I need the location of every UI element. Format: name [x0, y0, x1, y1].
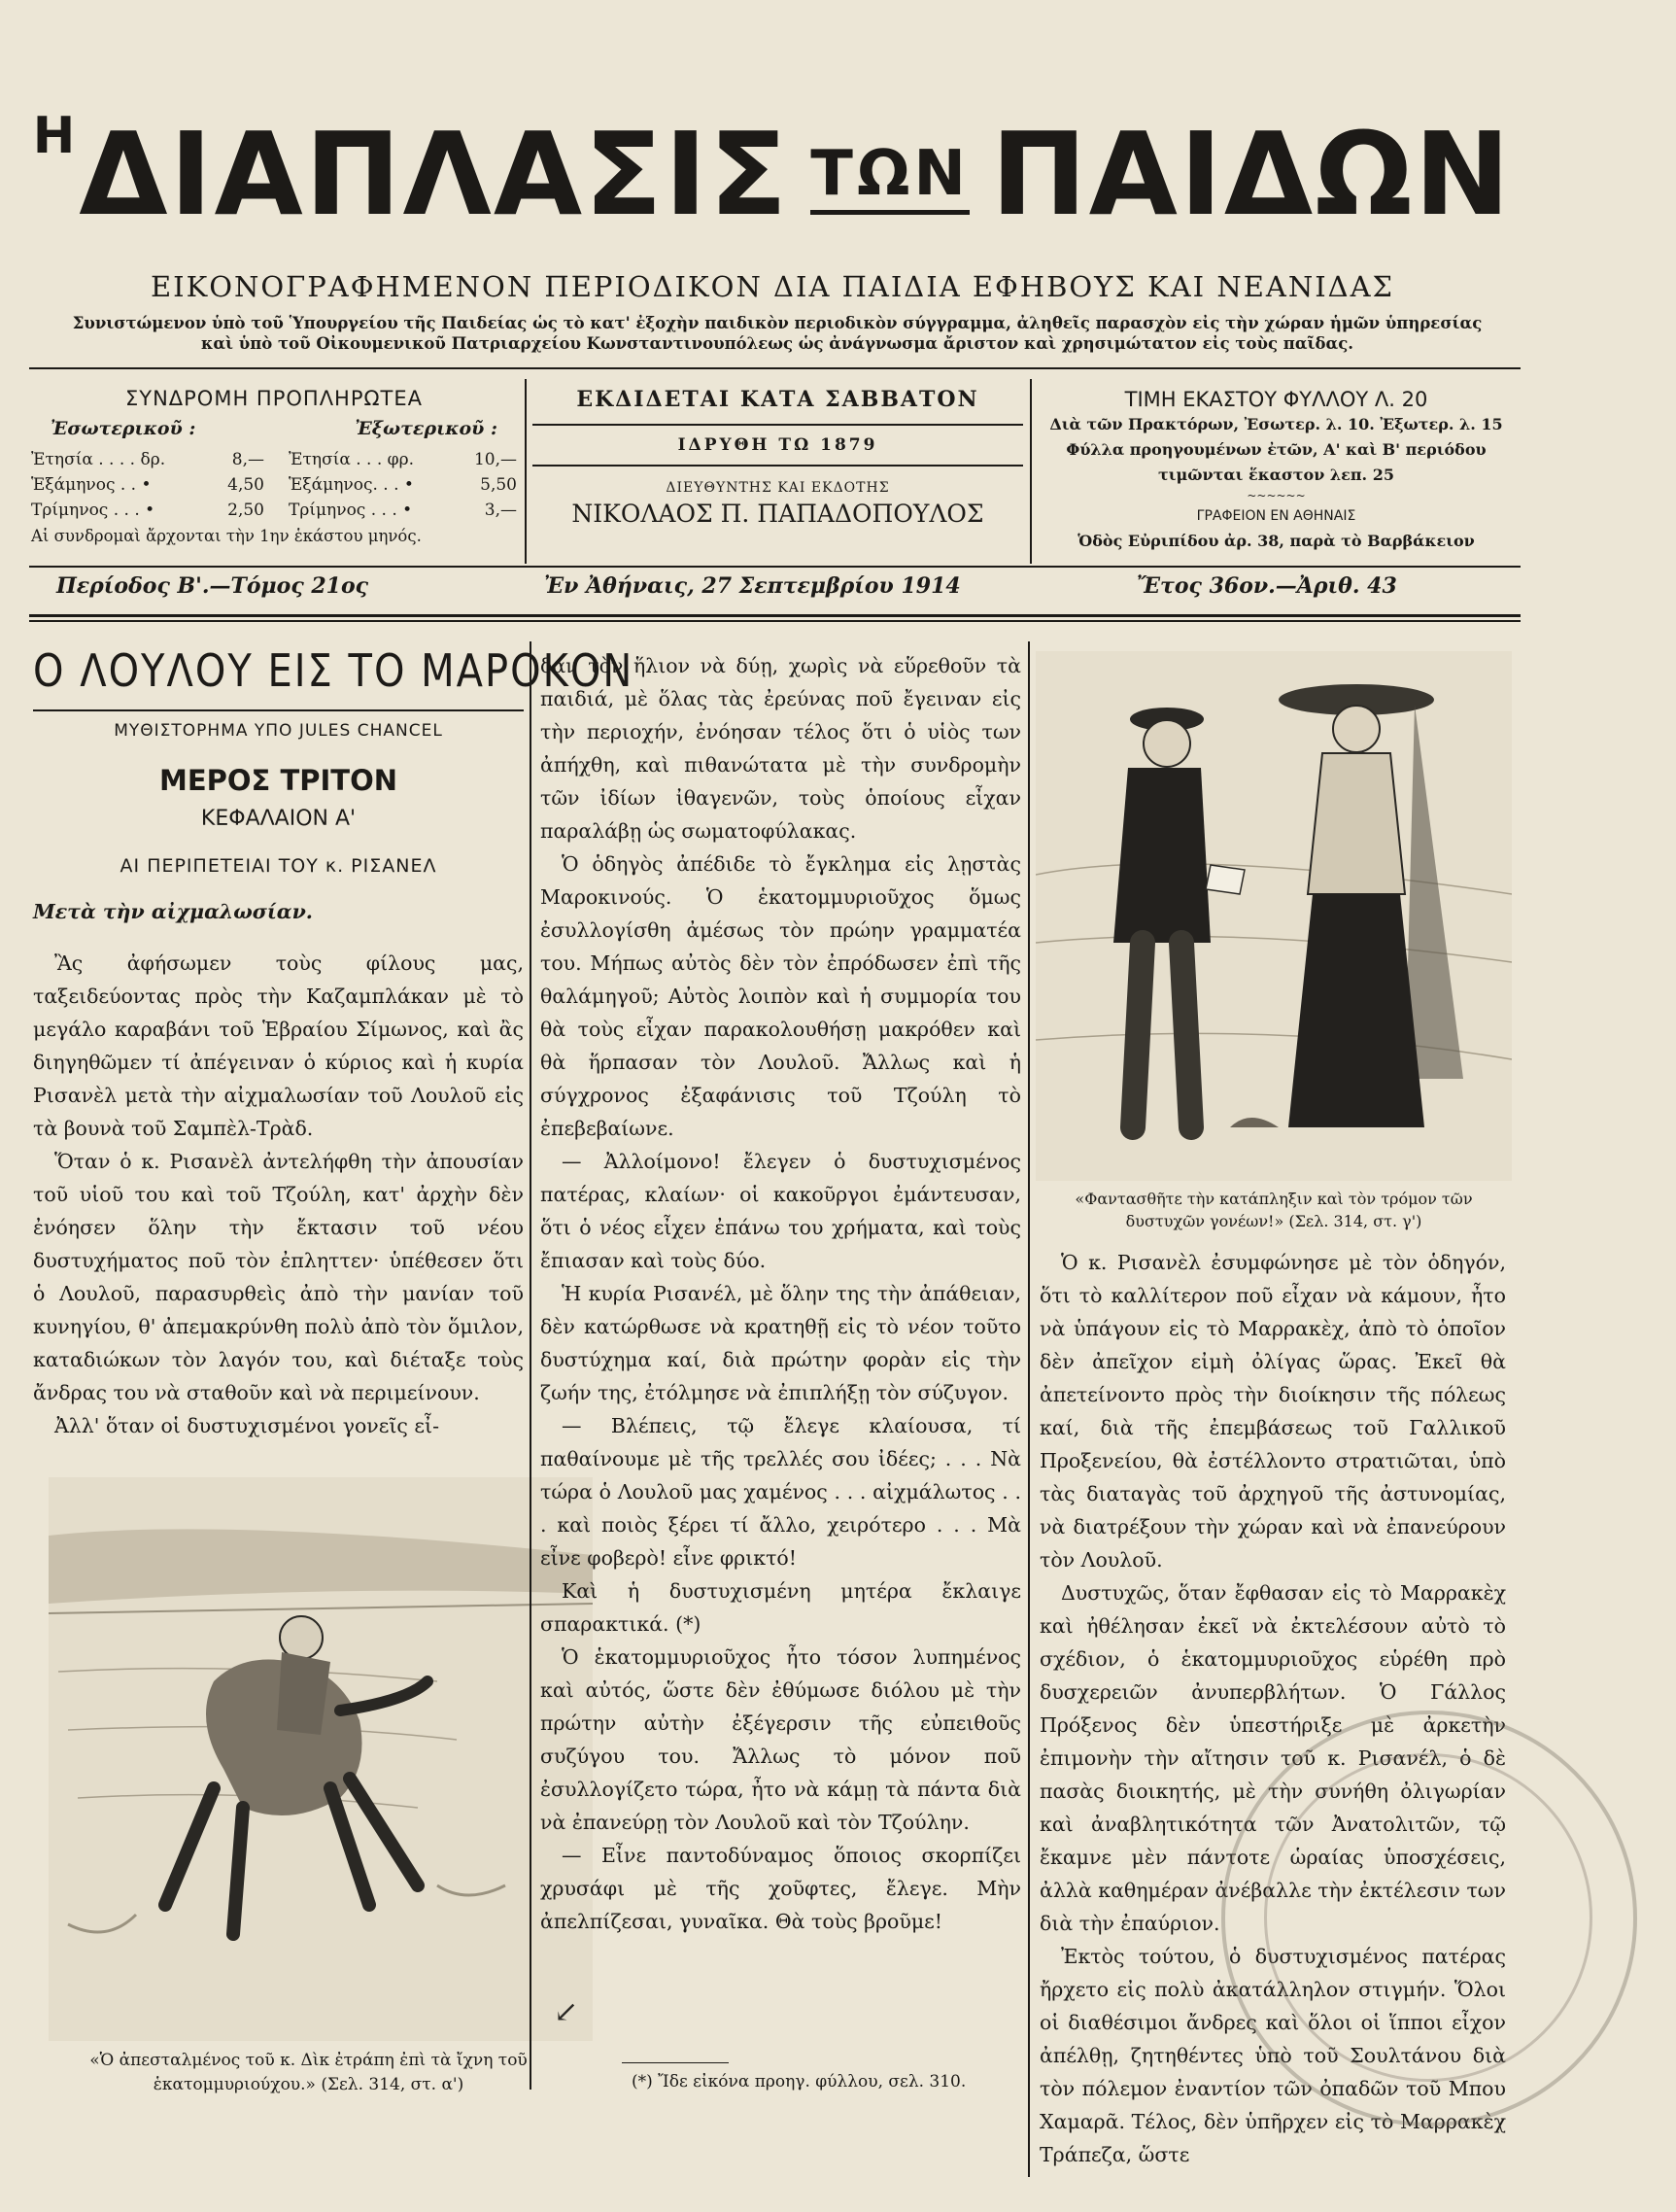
svg-text:↙: ↙ [554, 1995, 579, 2029]
caption-horse-rider: «Ὁ ἀπεσταλμένος τοῦ κ. Δὶκ ἐτράπη ἐπὶ τὰ ἴχνη τοῦ ἑκατομμυριούχου.» (Σελ. 314, στ. α') [89, 2051, 528, 2094]
paragraph: Ὅταν ὁ κ. Ρισανὲλ ἀντελήφθη τὴν ἀπουσίαν τοῦ υἱοῦ του καὶ τοῦ Τζούλη, κατ' ἀρχὴν δὲν ἐνόησεν ὅλην τὴν ἔκτασιν τοῦ νέου δυστυχήματος ποῦ τὸν ἐπληττεν· ὑπέθεσεν ὅτι ὁ Λουλοῦ, παρασυρθεὶς ἀπὸ τὴν μανίαν τοῦ κυνηγίου, θ' ἀπεμακρύνθη πολὺ ἀπὸ τὸν ὅμιλον, καταδιώκων τὸν λαγόν του, καὶ διέταξε τοὺς ἄνδρας του νὰ σταθοῦν καὶ νὰ περιμείνουν. [33, 1150, 524, 1404]
domestic-period: Τρίμηνος . . . • [31, 501, 155, 520]
foreign-period: Ἑξάμηνος. . . • [289, 475, 414, 495]
foreign-price: 5,50 [480, 475, 517, 495]
masthead-subtitle: ΕΙΚΟΝΟΓΡΑΦΗΜΕΝΟΝ ΠΕΡΙΟΔΙΚΟΝ ΔΙΑ ΠΑΙΔΙΑ ΕΦΗΒΟΥΣ ΚΑΙ ΝΕΑΝΙΔΑΣ [150, 270, 1395, 303]
foreign-period: Τρίμηνος . . . • [289, 501, 413, 520]
office-label: ΓΡΑΦΕΙΟΝ ΕΝ ΑΘΗΝΑΙΣ [1196, 508, 1356, 524]
price-back-issues-1: Φύλλα προηγουμένων ἐτῶν, Α' καὶ Β' περιόδου [1066, 440, 1487, 459]
subscription-title: ΣΥΝΔΡΟΜΗ ΠΡΟΠΛΗΡΩΤΕΑ [124, 387, 424, 410]
director-name: ΝΙΚΟΛΑΟΣ Π. ΠΑΠΑΔΟΠΟΥΛΟΣ [571, 500, 984, 528]
paragraph: Καὶ ἡ δυστυχισμένη μητέρα ἔκλαιγε σπαρακτικά. (*) [540, 1579, 1021, 1636]
paragraph: Ἀλλ' ὅταν οἱ δυστυχισμένοι γονεῖς εἶ- [54, 1414, 439, 1437]
rule-top [29, 367, 1521, 369]
paragraph: Ὁ ἑκατομμυριοῦχος ἦτο τόσον λυπημένος καὶ αὐτός, ὥστε δὲν ἐθύμωσε διόλου μὲ τὴν πρώτην αὐτὴν ἐξέγερσιν τῆς εὐπειθοῦς συζύγου του. Ἄλλως τὸ μόνον ποῦ ἐσυλλογίζετο τώρα, ἦτο νὰ κάμῃ τὰ πάντα διὰ νὰ ἐπανεύρῃ τὸν Λουλοῦ καὶ τὸν Τζούλην. [540, 1645, 1021, 1834]
masthead [29, 107, 1516, 253]
rule-vertical-2 [1030, 379, 1032, 564]
footnote: (*) Ἴδε εἰκόνα προηγ. φύλλου, σελ. 310. [632, 2072, 967, 2091]
publication-box [532, 387, 1023, 528]
paragraph: Ὁ ὁδηγὸς ἀπέδιδε τὸ ἔγκλημα εἰς λῃστὰς Μαροκινούς. Ὁ ἑκατομμυριοῦχος ὅμως ἐσυλλογίσθη ἀμέσως τὸν πρώην γραμματέα του. Μήπως αὐτὸς δὲν τὸν ἐπρόδωσεν ἐπὶ τῆς θαλάμηγοῦ; Αὐτὸς λοιπὸν καὶ ἡ συμμορία του θὰ τοὺς εἶχαν παρακολουθήσῃ μακρόθεν καὶ θὰ ἥρπασαν τὸν Λουλοῦ. Ἄλλως καὶ ἡ σύγχρονος ἐξαφάνισις τοῦ Τζούλη τὸ ἐπεβεβαίωνε. [540, 852, 1021, 1140]
domestic-period: Ἑξάμηνος . . • [31, 475, 152, 495]
founded-year: ΙΔΡΥΘΗ ΤΩ 1879 [677, 435, 878, 455]
illustration-parents [1036, 651, 1512, 1181]
ornament: ~~~~~~ [1247, 489, 1306, 502]
foreign-period: Ἐτησία . . . φρ. [289, 450, 414, 469]
recommendation-text [49, 313, 1506, 354]
masthead-ton: ΤΩΝ [810, 138, 970, 215]
foreign-price: 10,— [473, 450, 517, 469]
article-subsection: Μετὰ τὴν αἰχμαλωσίαν. [33, 900, 313, 923]
rule-vertical-1 [525, 379, 527, 564]
paragraph: δαν τὸν ἥλιον νὰ δύῃ, χωρὶς νὰ εὕρεθοῦν τὰ παιδιά, μὲ ὅλας τὰς ἐρεύνας ποῦ ἔγειναν εἰς τὴν περιοχήν, ἐνόησαν τέλος ὅτι ὁ υἱὸς των ἀπήχθη, καὶ πιθανώτατα μὲ τὴν συνδρομὴν τῶν ἰδίων ἰθαγενῶν, τοὺς ὁποίους εἶχαν παραλάβῃ ὡς σωματοφύλακας. [540, 654, 1021, 843]
column-2-text [540, 649, 1021, 1938]
column-1-text [33, 947, 524, 1442]
dateline-period: Περίοδος Β'.—Τόμος 21ος [56, 573, 369, 599]
paragraph: — Εἶνε παντοδύναμος ὅποιος σκορπίζει χρυσάφι μὲ τῆς χοῦφτες, ἔλεγε. Μὴν ἀπελπίζεσαι, γυναῖκα. Θὰ τοὺς βροῦμε! [540, 1844, 1021, 1933]
article-byline: ΜΥΘΙΣΤΟΡΗΜΑ ΥΠΟ JULES CHANCEL [114, 721, 443, 741]
domestic-price: 8,— [231, 450, 264, 469]
foreign-label: Ἐξωτερικοῦ : [355, 418, 497, 439]
subscription-box [31, 387, 517, 545]
masthead-article: Η [32, 107, 80, 165]
paragraph: Δυστυχῶς, ὅταν ἔφθασαν εἰς τὸ Μαρρακὲχ καὶ ἠθέλησαν ἐκεῖ νὰ ἐκτελέσουν αὐτὸ τὸ σχέδιον, ὁ ἑκατομμυριοῦχος εὑρέθη πρὸ δυσχερειῶν ἀνυπερβλήτων. Ὁ Γάλλος Πρόξενος δὲν ὑπεστήριξε μὲ ἀρκετὴν ἐπιμονὴν τὴν αἴτησιν τοῦ κ. Ρισανέλ, ὁ δὲ πασὰς διοικητής, μὲ τὴν συνήθη ὀλιγωρίαν καὶ ἀναβλητικότητα τῶν Ἀνατολιτῶν, τῷ ἔκαμνε μὲν πάντοτε ὡραίας ὑποσχέσεις, ἀλλὰ καθημέραν ἀνέβαλλε τὴν ἐκτέλεσιν των διὰ τὴν ἐπαύριον. [1040, 1581, 1506, 1935]
paragraph: — Ἀλλοίμονο! ἔλεγεν ὁ δυστυχισμένος πατέρας, κλαίων· οἱ κακοῦργοι ἐμάντευσαν, ὅτι ὁ νέος εἶχεν ἐπάνω του χρήματα, καὶ τοὺς ἔπιασαν καὶ τοὺς δύο. [540, 1150, 1021, 1272]
caption-parents: «Φαντασθῆτε τὴν κατάπληξιν καὶ τὸν τρόμον τῶν δυστυχῶν γονέων!» (Σελ. 314, στ. γ') [1075, 1190, 1473, 1230]
library-stamp [1221, 1711, 1637, 2126]
domestic-period: Ἐτησία . . . . δρ. [31, 450, 166, 469]
paragraph: Ἐκτὸς τούτου, ὁ δυστυχισμένος πατέρας ἤρχετο εἰς πολὺ ἀκατάλληλον στιγμήν. Ὅλοι οἱ διαθέσιμοι ἄνδρες καὶ ὅλοι οἱ ἵπποι εἶχον ἀπέλθῃ, ζητηθέντες ὑπὸ τοῦ Σουλτάνου διὰ τὸν πόλεμον ἐναντίον τῶν ὀπαδῶν τοῦ Μπου Χαμαρᾶ. Τέλος, δὲν ὑπῆρχεν εἰς τὸ Μαρρακὲχ Τράπεζα, ὥστε [1040, 1945, 1506, 2166]
domestic-label: Ἐσωτερικοῦ : [51, 418, 196, 439]
rule-dateline-2 [29, 620, 1521, 622]
masthead-paidon: ΠΑΙΔΩΝ [990, 107, 1513, 241]
recommendation-line-1: Συνιστώμενον ὑπὸ τοῦ Ὑπουργείου τῆς Παιδείας ὡς τὸ κατ' ἐξοχὴν παιδικὸν περιοδικὸν σύγγραμμα, ἀληθεῖς παρασχὸν εἰς τὴν χώραν ἡμῶν ὑπηρεσίας [72, 314, 1483, 332]
column-divider-1 [530, 641, 531, 2090]
domestic-price: 2,50 [227, 501, 264, 520]
price-agents: Διὰ τῶν Πρακτόρων, Ἐσωτερ. λ. 10. Ἐξωτερ. λ. 15 [1049, 415, 1503, 433]
price-back-issues-2: τιμῶνται ἕκαστον λεπ. 25 [1158, 466, 1394, 484]
masthead-diaplasis: ΔΙΑΠΛΑΣΙΣ [79, 107, 790, 241]
dateline-date: Ἐν Ἀθήναις, 27 Σεπτεμβρίου 1914 [544, 573, 961, 599]
article-section: ΑΙ ΠΕΡΙΠΕΤΕΙΑΙ ΤΟΥ κ. ΡΙΣΑΝΕΛ [120, 855, 437, 877]
price-box [1036, 387, 1517, 554]
dateline-issue: Ἔτος 36ον.—Ἀριθ. 43 [1137, 573, 1397, 599]
rule-dateline [29, 614, 1521, 617]
price-title: ΤΙΜΗ ΕΚΑΣΤΟΥ ΦΥΛΛΟΥ Λ. 20 [1124, 388, 1428, 411]
subscription-row [31, 447, 517, 472]
subscription-row [31, 472, 517, 498]
article-chapter: ΚΕΦΑΛΑΙΟΝ Α' [200, 807, 357, 831]
paragraph: Ὁ κ. Ρισανὲλ ἐσυμφώνησε μὲ τὸν ὁδηγόν, ὅτι τὸ καλλίτερον ποῦ εἶχαν νὰ κάμουν, ἦτο νὰ ὑπάγουν εἰς τὸ Μαρρακὲχ, ἀπὸ τὸ ὁποῖον δὲν ἀπεῖχον εἰμὴ ὀλίγας ὥρας. Ἐκεῖ θὰ ἀπετείνοντο πρὸς τὴν διοίκησιν τῆς πόλεως καί, διὰ τῆς ἐπεμβάσεως τοῦ Γαλλικοῦ Προξενείου, θὰ ἐστέλλοντο στρατιῶται, ὑπὸ τὰς διαταγὰς τοῦ ἀρχηγοῦ τῆς ἀστυνομίας, νὰ διατρέξουν τὴν χώραν καὶ νὰ ἐπανεύρουν τὸν Λουλοῦ. [1040, 1251, 1506, 1572]
illustration-horse-rider [49, 1477, 593, 2041]
paragraph: Ἂς ἀφήσωμεν τοὺς φίλους μας, ταξειδεύοντας πρὸς τὴν Καζαμπλάκαν μὲ τὸ μεγάλο καραβάνι τοῦ Ἑβραίου Σίμωνος, καὶ ἂς διηγηθῶμεν τί ἀπέγειναν ὁ κύριος καὶ ἡ κυρία Ρισανὲλ μετὰ τὴν αἰχμαλωσίαν τοῦ Λουλοῦ εἰς τὰ βουνὰ τοῦ Σαμπὲλ-Τρὰδ. [33, 951, 524, 1140]
article-title: Ο ΛΟΥΛΟΥ ΕΙΣ ΤΟ ΜΑΡΟΚΟΝ [33, 645, 634, 698]
foreign-price: 3,— [484, 501, 517, 520]
office-address: Ὁδὸς Εὐριπίδου ἀρ. 38, παρὰ τὸ Βαρβάκειον [1077, 532, 1475, 550]
published-weekly: ΕΚΔΙΔΕΤΑΙ ΚΑΤΑ ΣΑΒΒΑΤΟΝ [576, 387, 979, 412]
article-part: ΜΕΡΟΣ ΤΡΙΤΟΝ [158, 764, 397, 797]
paragraph: Ἡ κυρία Ρισανέλ, μὲ ὅλην της τὴν ἀπάθειαν, δὲν κατώρθωσε νὰ κρατηθῇ εἰς τὸ νέον τοῦτο δυστύχημα καί, διὰ πρώτην φορὰν εἰς τὴν ζωήν της, ἐτόλμησε νὰ ἐπιπλήξῃ τὸν σύζυγον. [540, 1282, 1021, 1404]
title-underline [33, 709, 524, 711]
recommendation-line-2: καὶ ὑπὸ τοῦ Οἰκουμενικοῦ Πατριαρχείου Κωνσταντινουπόλεως ὡς ἀνάγνωσμα ἄριστον καὶ χρησιμώτατον εἰς τοὺς παῖδας. [200, 334, 1354, 353]
director-label: ΔΙΕΥΘΥΝΤΗΣ ΚΑΙ ΕΚΔΟΤΗΣ [666, 480, 890, 496]
rule-mid [29, 566, 1521, 568]
subscription-row [31, 498, 517, 523]
domestic-price: 4,50 [227, 475, 264, 495]
subscription-note: Αἱ συνδρομαὶ ἄρχονται τὴν 1ην ἑκάστου μηνός. [31, 527, 422, 545]
column-divider-2 [1028, 641, 1030, 2177]
footnote-rule [622, 2062, 729, 2063]
subscription-rows [31, 447, 517, 523]
library-stamp-inner-ring [1264, 1753, 1592, 2082]
paragraph: — Βλέπεις, τῷ ἔλεγε κλαίουσα, τί παθαίνουμε μὲ τῆς τρελλές σου ἰδέες; . . . Νὰ τώρα ὁ Λουλοῦ μας χαμένος . . . αἰχμάλωτος . . . καὶ ποιὸς ξέρει τί ἄλλο, χειρότερο . . . Μὰ εἶνε φοβερὸ! εἶνε φρικτό! [540, 1414, 1021, 1570]
